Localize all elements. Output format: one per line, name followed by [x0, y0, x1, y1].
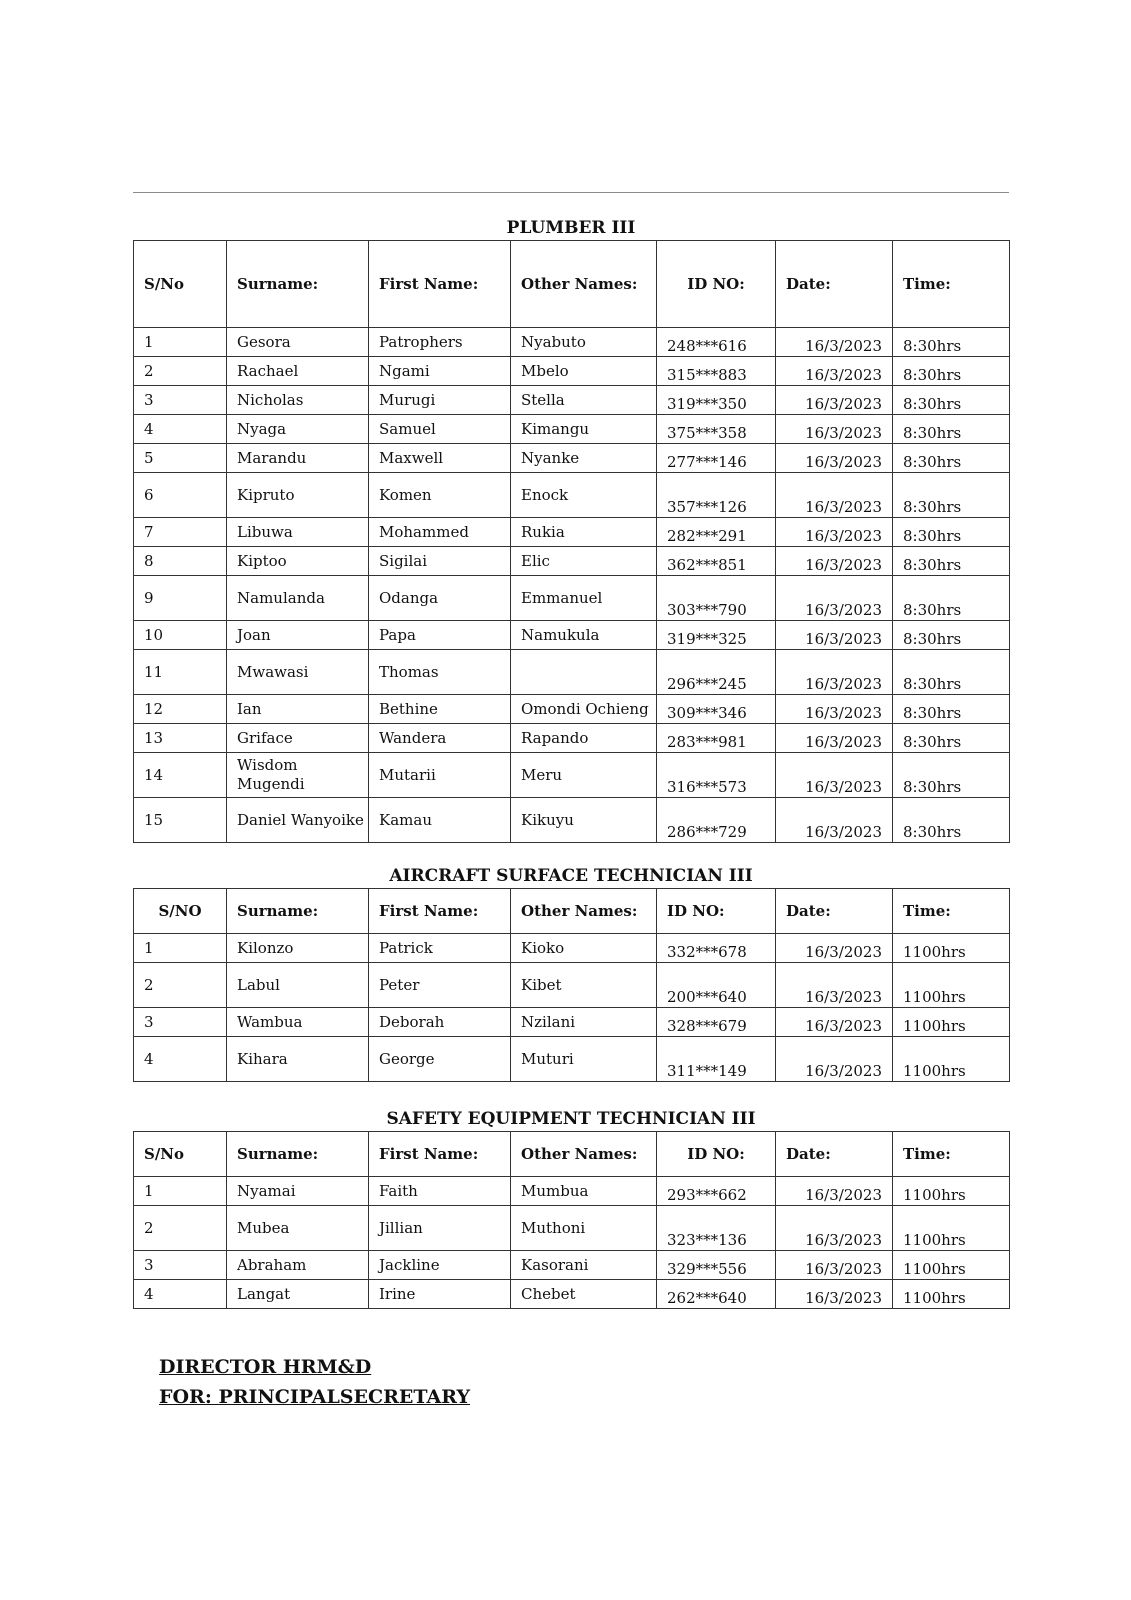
cell-surname: Mwawasi: [227, 650, 369, 695]
cell-surname: Joan: [227, 621, 369, 650]
table-row: [134, 473, 1010, 518]
cell-surname: Langat: [227, 1280, 369, 1309]
cell-date: 16/3/2023: [776, 650, 893, 695]
table-row: [134, 1280, 1010, 1309]
cell-id-no: 293***662: [657, 1177, 776, 1206]
cell-first-name: Komen: [369, 473, 511, 518]
cell-sno: 11: [134, 650, 227, 695]
section-title: AIRCRAFT SURFACE TECHNICIAN III: [389, 866, 753, 886]
cell-sno: 1: [134, 1177, 227, 1206]
cell-sno: 1: [134, 328, 227, 357]
col-header-id-no: ID NO:: [657, 241, 776, 328]
table-row: [134, 386, 1010, 415]
cell-id-no: 248***616: [657, 328, 776, 357]
cell-id-no: 357***126: [657, 473, 776, 518]
section-title: PLUMBER III: [506, 218, 636, 238]
cell-time: 8:30hrs: [893, 547, 1010, 576]
cell-surname: Labul: [227, 963, 369, 1008]
safety-table: [133, 1131, 1010, 1309]
cell-time: 1100hrs: [893, 934, 1010, 963]
table-row: [134, 650, 1010, 695]
cell-other-names: Kioko: [511, 934, 657, 963]
col-header-first-name: First Name:: [369, 889, 511, 934]
col-header-other-names: Other Names:: [511, 241, 657, 328]
cell-first-name: Samuel: [369, 415, 511, 444]
cell-date: 16/3/2023: [776, 1280, 893, 1309]
table-row: [134, 1177, 1010, 1206]
plumber-section: [133, 216, 1009, 843]
cell-time: 8:30hrs: [893, 357, 1010, 386]
table-row: [134, 518, 1010, 547]
cell-sno: 7: [134, 518, 227, 547]
cell-date: 16/3/2023: [776, 386, 893, 415]
col-header-other-names: Other Names:: [511, 1132, 657, 1177]
cell-other-names: Nyabuto: [511, 328, 657, 357]
cell-sno: 4: [134, 1280, 227, 1309]
cell-date: 16/3/2023: [776, 415, 893, 444]
table-row: [134, 1037, 1010, 1082]
table-row: [134, 1251, 1010, 1280]
cell-time: 8:30hrs: [893, 576, 1010, 621]
cell-date: 16/3/2023: [776, 963, 893, 1008]
col-header-id-no: ID NO:: [657, 889, 776, 934]
table-row: [134, 1206, 1010, 1251]
cell-surname: Wambua: [227, 1008, 369, 1037]
cell-first-name: Maxwell: [369, 444, 511, 473]
signatory-for: FOR: PRINCIPALSECRETARY: [159, 1386, 471, 1408]
cell-sno: 12: [134, 695, 227, 724]
plumber-table: [133, 240, 1010, 843]
col-header-sno: S/No: [134, 241, 227, 328]
cell-other-names: Mumbua: [511, 1177, 657, 1206]
col-header-first-name: First Name:: [369, 241, 511, 328]
cell-first-name: Ngami: [369, 357, 511, 386]
cell-sno: 5: [134, 444, 227, 473]
cell-id-no: 277***146: [657, 444, 776, 473]
cell-other-names: Rapando: [511, 724, 657, 753]
cell-surname: Nyaga: [227, 415, 369, 444]
aircraft-section: [133, 864, 1009, 1082]
cell-sno: 13: [134, 724, 227, 753]
cell-other-names: Mbelo: [511, 357, 657, 386]
cell-id-no: 286***729: [657, 798, 776, 843]
cell-date: 16/3/2023: [776, 724, 893, 753]
cell-time: 8:30hrs: [893, 518, 1010, 547]
cell-id-no: 319***350: [657, 386, 776, 415]
cell-id-no: 316***573: [657, 753, 776, 798]
cell-date: 16/3/2023: [776, 576, 893, 621]
cell-sno: 4: [134, 415, 227, 444]
signatory-title: DIRECTOR HRM&D: [159, 1356, 372, 1378]
cell-first-name: Faith: [369, 1177, 511, 1206]
cell-surname: Kihara: [227, 1037, 369, 1082]
table-row: [134, 934, 1010, 963]
col-header-time: Time:: [893, 889, 1010, 934]
cell-id-no: 329***556: [657, 1251, 776, 1280]
cell-first-name: Wandera: [369, 724, 511, 753]
cell-sno: 8: [134, 547, 227, 576]
cell-other-names: [511, 650, 657, 695]
cell-other-names: Kimangu: [511, 415, 657, 444]
cell-other-names: Muthoni: [511, 1206, 657, 1251]
table-row: [134, 444, 1010, 473]
col-header-first-name: First Name:: [369, 1132, 511, 1177]
cell-date: 16/3/2023: [776, 1037, 893, 1082]
cell-first-name: Deborah: [369, 1008, 511, 1037]
cell-date: 16/3/2023: [776, 798, 893, 843]
cell-surname: Namulanda: [227, 576, 369, 621]
table-row: [134, 547, 1010, 576]
cell-time: 8:30hrs: [893, 724, 1010, 753]
cell-date: 16/3/2023: [776, 695, 893, 724]
col-header-id-no: ID NO:: [657, 1132, 776, 1177]
cell-date: 16/3/2023: [776, 1008, 893, 1037]
cell-first-name: Mohammed: [369, 518, 511, 547]
cell-date: 16/3/2023: [776, 328, 893, 357]
cell-other-names: Muturi: [511, 1037, 657, 1082]
cell-surname: Nicholas: [227, 386, 369, 415]
cell-surname: Abraham: [227, 1251, 369, 1280]
header-rule: [133, 192, 1009, 193]
col-header-date: Date:: [776, 1132, 893, 1177]
cell-id-no: 332***678: [657, 934, 776, 963]
cell-other-names: Omondi Ochieng: [511, 695, 657, 724]
cell-id-no: 282***291: [657, 518, 776, 547]
table-header-row: [134, 1132, 1010, 1177]
cell-sno: 3: [134, 1008, 227, 1037]
cell-date: 16/3/2023: [776, 444, 893, 473]
cell-sno: 15: [134, 798, 227, 843]
cell-first-name: Patrophers: [369, 328, 511, 357]
cell-sno: 9: [134, 576, 227, 621]
cell-first-name: Jackline: [369, 1251, 511, 1280]
table-row: [134, 621, 1010, 650]
cell-time: 1100hrs: [893, 1251, 1010, 1280]
cell-date: 16/3/2023: [776, 357, 893, 386]
cell-surname: Rachael: [227, 357, 369, 386]
table-row: [134, 415, 1010, 444]
cell-id-no: 315***883: [657, 357, 776, 386]
col-header-other-names: Other Names:: [511, 889, 657, 934]
cell-time: 8:30hrs: [893, 798, 1010, 843]
cell-other-names: Nzilani: [511, 1008, 657, 1037]
cell-surname: Daniel Wanyoike: [227, 798, 369, 843]
cell-surname: Kilonzo: [227, 934, 369, 963]
cell-id-no: 283***981: [657, 724, 776, 753]
table-row: [134, 695, 1010, 724]
cell-id-no: 362***851: [657, 547, 776, 576]
col-header-surname: Surname:: [227, 1132, 369, 1177]
cell-time: 8:30hrs: [893, 415, 1010, 444]
safety-section: [133, 1107, 1009, 1309]
cell-other-names: Emmanuel: [511, 576, 657, 621]
cell-date: 16/3/2023: [776, 473, 893, 518]
table-header-row: [134, 241, 1010, 328]
cell-id-no: 200***640: [657, 963, 776, 1008]
cell-first-name: Murugi: [369, 386, 511, 415]
cell-other-names: Namukula: [511, 621, 657, 650]
cell-time: 8:30hrs: [893, 650, 1010, 695]
cell-id-no: 262***640: [657, 1280, 776, 1309]
col-header-surname: Surname:: [227, 889, 369, 934]
cell-sno: 10: [134, 621, 227, 650]
cell-sno: 2: [134, 963, 227, 1008]
cell-other-names: Kasorani: [511, 1251, 657, 1280]
cell-sno: 1: [134, 934, 227, 963]
cell-surname: Nyamai: [227, 1177, 369, 1206]
col-header-surname: Surname:: [227, 241, 369, 328]
cell-id-no: 328***679: [657, 1008, 776, 1037]
table-row: [134, 798, 1010, 843]
cell-other-names: Chebet: [511, 1280, 657, 1309]
table-row: [134, 963, 1010, 1008]
cell-first-name: Mutarii: [369, 753, 511, 798]
cell-date: 16/3/2023: [776, 547, 893, 576]
cell-first-name: Jillian: [369, 1206, 511, 1251]
cell-sno: 3: [134, 1251, 227, 1280]
cell-first-name: Patrick: [369, 934, 511, 963]
cell-surname: Kiptoo: [227, 547, 369, 576]
cell-date: 16/3/2023: [776, 1177, 893, 1206]
cell-id-no: 319***325: [657, 621, 776, 650]
cell-time: 8:30hrs: [893, 386, 1010, 415]
cell-id-no: 309***346: [657, 695, 776, 724]
cell-id-no: 375***358: [657, 415, 776, 444]
cell-other-names: Nyanke: [511, 444, 657, 473]
cell-other-names: Kikuyu: [511, 798, 657, 843]
cell-time: 1100hrs: [893, 1037, 1010, 1082]
col-header-time: Time:: [893, 1132, 1010, 1177]
aircraft-table: [133, 888, 1010, 1082]
cell-surname: Gesora: [227, 328, 369, 357]
cell-time: 8:30hrs: [893, 328, 1010, 357]
cell-sno: 3: [134, 386, 227, 415]
cell-date: 16/3/2023: [776, 518, 893, 547]
cell-sno: 4: [134, 1037, 227, 1082]
col-header-sno: S/No: [134, 1132, 227, 1177]
cell-time: 8:30hrs: [893, 753, 1010, 798]
cell-id-no: 323***136: [657, 1206, 776, 1251]
cell-first-name: Papa: [369, 621, 511, 650]
col-header-sno: S/NO: [134, 889, 227, 934]
cell-other-names: Kibet: [511, 963, 657, 1008]
cell-date: 16/3/2023: [776, 1251, 893, 1280]
col-header-date: Date:: [776, 241, 893, 328]
cell-sno: 14: [134, 753, 227, 798]
cell-first-name: Irine: [369, 1280, 511, 1309]
cell-time: 8:30hrs: [893, 621, 1010, 650]
cell-sno: 2: [134, 1206, 227, 1251]
cell-id-no: 303***790: [657, 576, 776, 621]
cell-time: 1100hrs: [893, 1177, 1010, 1206]
col-header-date: Date:: [776, 889, 893, 934]
cell-sno: 2: [134, 357, 227, 386]
cell-date: 16/3/2023: [776, 621, 893, 650]
cell-first-name: Kamau: [369, 798, 511, 843]
cell-time: 8:30hrs: [893, 473, 1010, 518]
cell-date: 16/3/2023: [776, 753, 893, 798]
cell-other-names: Rukia: [511, 518, 657, 547]
cell-sno: 6: [134, 473, 227, 518]
cell-other-names: Enock: [511, 473, 657, 518]
cell-surname: Kipruto: [227, 473, 369, 518]
table-row: [134, 724, 1010, 753]
table-row: [134, 357, 1010, 386]
cell-id-no: 296***245: [657, 650, 776, 695]
cell-surname: Griface: [227, 724, 369, 753]
table-row: [134, 576, 1010, 621]
cell-date: 16/3/2023: [776, 1206, 893, 1251]
cell-date: 16/3/2023: [776, 934, 893, 963]
table-header-row: [134, 889, 1010, 934]
cell-first-name: Odanga: [369, 576, 511, 621]
cell-other-names: Elic: [511, 547, 657, 576]
cell-surname: Mubea: [227, 1206, 369, 1251]
cell-first-name: Thomas: [369, 650, 511, 695]
cell-first-name: George: [369, 1037, 511, 1082]
cell-surname: Wisdom Mugendi: [227, 753, 369, 798]
section-title: SAFETY EQUIPMENT TECHNICIAN III: [386, 1109, 756, 1129]
cell-surname: Marandu: [227, 444, 369, 473]
cell-time: 1100hrs: [893, 963, 1010, 1008]
cell-time: 8:30hrs: [893, 695, 1010, 724]
cell-surname: Ian: [227, 695, 369, 724]
cell-other-names: Meru: [511, 753, 657, 798]
cell-surname: Libuwa: [227, 518, 369, 547]
cell-time: 1100hrs: [893, 1008, 1010, 1037]
cell-id-no: 311***149: [657, 1037, 776, 1082]
cell-time: 1100hrs: [893, 1280, 1010, 1309]
cell-time: 8:30hrs: [893, 444, 1010, 473]
cell-time: 1100hrs: [893, 1206, 1010, 1251]
table-row: [134, 328, 1010, 357]
col-header-time: Time:: [893, 241, 1010, 328]
cell-first-name: Sigilai: [369, 547, 511, 576]
table-row: [134, 753, 1010, 798]
cell-other-names: Stella: [511, 386, 657, 415]
cell-first-name: Bethine: [369, 695, 511, 724]
cell-first-name: Peter: [369, 963, 511, 1008]
table-row: [134, 1008, 1010, 1037]
